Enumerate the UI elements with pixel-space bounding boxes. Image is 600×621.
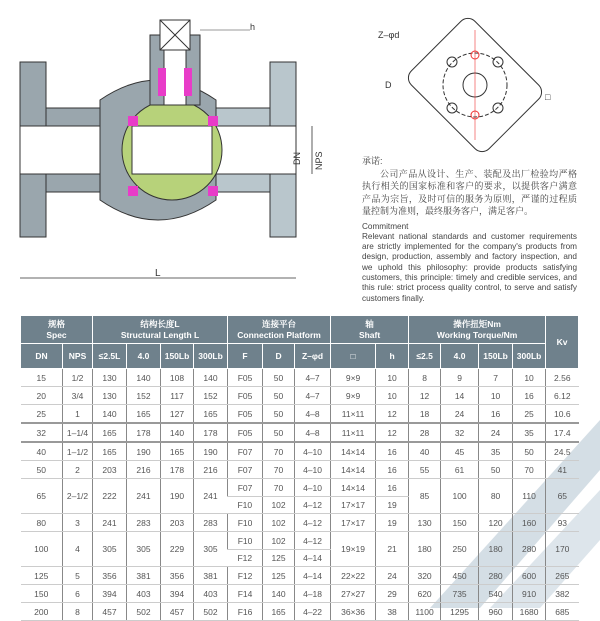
table-cell: 4–7 (295, 369, 331, 387)
table-cell: 17×17 (331, 497, 376, 514)
table-cell: 165 (93, 442, 127, 461)
commitment-en-text: Relevant national standards and customer requirements are strictly implemented for the company's products from design, production, assembly and factory inspection, and we uphold this philosophy: provide products satisfying customers, this principle: timely and credible services, and this rule: strict process quality control, to serve and satisfy customers finally. (362, 231, 577, 303)
table-cell: 4–12 (295, 514, 331, 532)
table-cell: 24 (479, 423, 513, 442)
table-cell: 10.6 (546, 405, 579, 424)
label-z-phi-d: Z–φd (378, 30, 400, 40)
commitment-zh-heading: 承诺: (362, 156, 383, 166)
table-cell: 130 (409, 514, 441, 532)
label-nps: NPS (314, 151, 324, 170)
column-header: □ (331, 344, 376, 369)
table-cell: 61 (441, 461, 479, 479)
table-cell: 8 (409, 369, 441, 387)
table-cell: 2.56 (546, 369, 579, 387)
table-cell: 178 (127, 423, 161, 442)
table-cell: 152 (127, 387, 161, 405)
group-header-row (21, 316, 579, 344)
group-structural-length: 结构长度L Structural Length L (93, 316, 228, 344)
group-connection-platform: 连接平台 Connection Platform (228, 316, 331, 344)
table-cell: 9×9 (331, 387, 376, 405)
table-cell: 32 (441, 423, 479, 442)
table-cell: 685 (546, 603, 579, 621)
table-cell: 14×14 (331, 461, 376, 479)
column-header: 150Lb (161, 344, 194, 369)
flange-top-view (404, 14, 545, 155)
table-cell: 127 (161, 405, 194, 424)
table-cell: 25 (21, 405, 63, 424)
table-cell: 125 (21, 567, 63, 585)
table-cell: 140 (194, 369, 228, 387)
table-cell: 216 (127, 461, 161, 479)
group-spec: 规格 Spec (21, 316, 93, 344)
table-cell: 4–10 (295, 461, 331, 479)
table-cell: 50 (263, 369, 295, 387)
table-cell: 100 (21, 532, 63, 567)
table-cell: 12 (409, 387, 441, 405)
table-cell: 4–10 (295, 442, 331, 461)
table-cell: 381 (127, 567, 161, 585)
table-cell: 1–1/4 (63, 423, 93, 442)
column-header: 300Lb (513, 344, 546, 369)
table-cell: 241 (93, 514, 127, 532)
table-cell: 35 (513, 423, 546, 442)
table-cell: 140 (263, 585, 295, 603)
table-cell: 36×36 (331, 603, 376, 621)
table-cell: 305 (194, 532, 228, 567)
table-cell: 28 (409, 423, 441, 442)
table-cell: F12 (228, 550, 263, 567)
table-cell: 280 (513, 532, 546, 567)
table-cell: 381 (194, 567, 228, 585)
column-header: NPS (63, 344, 93, 369)
table-cell: 22×22 (331, 567, 376, 585)
table-row (21, 585, 579, 603)
table-body (21, 369, 579, 621)
column-header: ≤2.5L (93, 344, 127, 369)
table-cell: 10 (376, 387, 409, 405)
table-cell: 70 (263, 442, 295, 461)
table-cell: F16 (228, 603, 263, 621)
group-shaft: 轴 Shaft (331, 316, 409, 344)
table-cell: 165 (194, 405, 228, 424)
table-cell: 14×14 (331, 442, 376, 461)
table-cell: F07 (228, 461, 263, 479)
table-cell: 24 (376, 567, 409, 585)
table-cell: 130 (93, 387, 127, 405)
table-cell: 35 (479, 442, 513, 461)
table-cell: 102 (263, 532, 295, 550)
table-cell: 125 (263, 550, 295, 567)
table-cell: 140 (127, 369, 161, 387)
table-cell: 4 (63, 532, 93, 567)
table-cell: 9×9 (331, 369, 376, 387)
table-cell: 502 (194, 603, 228, 621)
table-cell: 165 (263, 603, 295, 621)
table-cell: 117 (161, 387, 194, 405)
table-cell: F07 (228, 479, 263, 497)
table-row (21, 514, 579, 532)
table-cell: 38 (376, 603, 409, 621)
table-cell: 65 (546, 479, 579, 514)
table-cell: 403 (127, 585, 161, 603)
table-cell: 130 (93, 369, 127, 387)
label-d: D (385, 80, 392, 90)
table-cell: 140 (93, 405, 127, 424)
table-cell: 29 (376, 585, 409, 603)
table-cell: 3/4 (63, 387, 93, 405)
table-cell: 1/2 (63, 369, 93, 387)
table-cell: 55 (409, 461, 441, 479)
table-cell: 19 (376, 514, 409, 532)
table-cell: 15 (21, 369, 63, 387)
table-cell: 283 (127, 514, 161, 532)
table-cell: 170 (546, 532, 579, 567)
table-cell: 222 (93, 479, 127, 514)
table-cell: 16 (376, 461, 409, 479)
column-header: DN (21, 344, 63, 369)
table-cell: 150 (21, 585, 63, 603)
table-cell: 80 (21, 514, 63, 532)
table-cell: 8 (63, 603, 93, 621)
table-cell: 125 (263, 567, 295, 585)
table-cell: F10 (228, 497, 263, 514)
table-cell: 140 (161, 423, 194, 442)
table-cell: 20 (21, 387, 63, 405)
table-cell: 1100 (409, 603, 441, 621)
table-cell: 32 (21, 423, 63, 442)
table-cell: 1–1/2 (63, 442, 93, 461)
table-cell: 305 (93, 532, 127, 567)
table-cell: 203 (161, 514, 194, 532)
table-cell: 70 (513, 461, 546, 479)
column-header: D (263, 344, 295, 369)
table-cell: 17×17 (331, 514, 376, 532)
table-cell: 40 (21, 442, 63, 461)
table-row (21, 567, 579, 585)
table-cell: 280 (479, 567, 513, 585)
table-cell: F10 (228, 514, 263, 532)
table-cell: 450 (441, 567, 479, 585)
table-cell: 108 (161, 369, 194, 387)
table-cell: 283 (194, 514, 228, 532)
table-cell: 320 (409, 567, 441, 585)
table-cell: 1680 (513, 603, 546, 621)
table-cell: 3 (63, 514, 93, 532)
table-cell: 50 (21, 461, 63, 479)
table-cell: 178 (161, 461, 194, 479)
table-cell: 21 (376, 532, 409, 567)
table-cell: 305 (127, 532, 161, 567)
header-kv: Kv (546, 316, 579, 369)
column-header: F (228, 344, 263, 369)
table-cell: 102 (263, 497, 295, 514)
table-cell: 356 (93, 567, 127, 585)
table-cell: 540 (479, 585, 513, 603)
table-cell: 17.4 (546, 423, 579, 442)
table-cell: 93 (546, 514, 579, 532)
table-row (21, 461, 579, 479)
table-row (21, 532, 579, 550)
table-cell: 18 (409, 405, 441, 424)
column-header: 300Lb (194, 344, 228, 369)
table-cell: 9 (441, 369, 479, 387)
table-cell: 10 (479, 387, 513, 405)
table-cell: 160 (513, 514, 546, 532)
table-cell: 203 (93, 461, 127, 479)
table-cell: 12 (376, 405, 409, 424)
valve-section (20, 20, 312, 278)
commitment-zh-text: 公司产品从设计、生产、装配及出厂检验均严格执行相关的国家标准和客户的要求，以提供客户满意产品为宗旨，及时可信的服务为原则，严谨的过程质量控制为准则，最终服务客户，满足客户。 (362, 168, 577, 216)
table-cell: 4–7 (295, 387, 331, 405)
table-cell: 241 (194, 479, 228, 514)
table-cell: 4–8 (295, 405, 331, 424)
label-h: h (250, 22, 256, 32)
table-row (21, 442, 579, 461)
table-cell: 110 (513, 479, 546, 514)
table-cell: 356 (161, 567, 194, 585)
table-cell: 2 (63, 461, 93, 479)
table-cell: 50 (263, 423, 295, 442)
table-cell: 216 (194, 461, 228, 479)
table-cell: 200 (21, 603, 63, 621)
table-row (21, 423, 579, 442)
table-cell: 4–12 (295, 497, 331, 514)
table-cell: 7 (479, 369, 513, 387)
table-cell: 394 (93, 585, 127, 603)
label-dn: DN (292, 152, 302, 165)
table-cell: 600 (513, 567, 546, 585)
table-cell: 6 (63, 585, 93, 603)
table-cell: 45 (441, 442, 479, 461)
table-cell: 735 (441, 585, 479, 603)
table-cell: 50 (513, 442, 546, 461)
table-cell: 19 (376, 497, 409, 514)
table-cell: 382 (546, 585, 579, 603)
table-cell: F05 (228, 423, 263, 442)
table-cell: 10 (376, 369, 409, 387)
table-cell: 25 (513, 405, 546, 424)
table-cell: 150 (441, 514, 479, 532)
group-working-torque: 操作扭矩Nm Working Torque/Nm (409, 316, 546, 344)
table-cell: 4–14 (295, 567, 331, 585)
table-cell: 4–18 (295, 585, 331, 603)
table-cell: 910 (513, 585, 546, 603)
table-cell: 24.5 (546, 442, 579, 461)
table-cell: 165 (127, 405, 161, 424)
table-cell: 41 (546, 461, 579, 479)
table-cell: 165 (161, 442, 194, 461)
table-cell: 457 (93, 603, 127, 621)
table-cell: 403 (194, 585, 228, 603)
table-cell: 241 (127, 479, 161, 514)
table-cell: 457 (161, 603, 194, 621)
column-header: ≤2.5 (409, 344, 441, 369)
table-cell: 65 (21, 479, 63, 514)
column-header-row (21, 344, 579, 369)
table-cell: 6.12 (546, 387, 579, 405)
table-cell: 4–10 (295, 479, 331, 497)
table-cell: 265 (546, 567, 579, 585)
table-cell: 50 (263, 387, 295, 405)
table-cell: 16 (376, 479, 409, 497)
table-cell: 70 (263, 479, 295, 497)
table-cell: 4–8 (295, 423, 331, 442)
table-cell: 40 (409, 442, 441, 461)
table-cell: F14 (228, 585, 263, 603)
table-cell: 4–12 (295, 532, 331, 550)
table-cell: 190 (127, 442, 161, 461)
table-cell: 70 (263, 461, 295, 479)
table-cell: 12 (376, 423, 409, 442)
table-cell: 178 (194, 423, 228, 442)
table-cell: 16 (513, 387, 546, 405)
table-row (21, 603, 579, 621)
label-l: L (155, 268, 161, 279)
table-cell: 1295 (441, 603, 479, 621)
table-cell: 14×14 (331, 479, 376, 497)
table-cell: 2–1/2 (63, 479, 93, 514)
table-cell: F12 (228, 567, 263, 585)
table-cell: 250 (441, 532, 479, 567)
column-header: 4.0 (441, 344, 479, 369)
table-cell: 229 (161, 532, 194, 567)
table-cell: 16 (479, 405, 513, 424)
table-cell: 50 (479, 461, 513, 479)
table-cell: F07 (228, 442, 263, 461)
table-cell: 180 (409, 532, 441, 567)
table-cell: 190 (161, 479, 194, 514)
table-row (21, 405, 579, 424)
spec-table (20, 315, 579, 621)
table-row (21, 479, 579, 497)
table-cell: 394 (161, 585, 194, 603)
table-row (21, 369, 579, 387)
commitment-text (362, 155, 577, 304)
table-cell: 11×11 (331, 423, 376, 442)
table-cell: 152 (194, 387, 228, 405)
commitment-en-heading: Commitment (362, 221, 409, 231)
table-cell: F05 (228, 369, 263, 387)
label-square: □ (545, 92, 551, 102)
column-header: 4.0 (127, 344, 161, 369)
table-cell: 960 (479, 603, 513, 621)
table-cell: 85 (409, 479, 441, 514)
table-cell: 4–22 (295, 603, 331, 621)
table-cell: F05 (228, 405, 263, 424)
table-cell: 190 (194, 442, 228, 461)
table-cell: 120 (479, 514, 513, 532)
table-cell: 16 (376, 442, 409, 461)
table-row (21, 387, 579, 405)
table-cell: 102 (263, 514, 295, 532)
table-cell: 27×27 (331, 585, 376, 603)
column-header: h (376, 344, 409, 369)
table-cell: 502 (127, 603, 161, 621)
table-cell: 11×11 (331, 405, 376, 424)
table-cell: 1 (63, 405, 93, 424)
table-cell: F05 (228, 387, 263, 405)
table-cell: 4–14 (295, 550, 331, 567)
table-cell: 5 (63, 567, 93, 585)
table-cell: 100 (441, 479, 479, 514)
table-cell: 14 (441, 387, 479, 405)
table-cell: 620 (409, 585, 441, 603)
table-cell: 50 (263, 405, 295, 424)
table-cell: 165 (93, 423, 127, 442)
table-cell: 180 (479, 532, 513, 567)
column-header: 150Lb (479, 344, 513, 369)
table-cell: F10 (228, 532, 263, 550)
table-cell: 24 (441, 405, 479, 424)
table-cell: 10 (513, 369, 546, 387)
table-cell: 19×19 (331, 532, 376, 567)
column-header: Z–φd (295, 344, 331, 369)
table-cell: 80 (479, 479, 513, 514)
